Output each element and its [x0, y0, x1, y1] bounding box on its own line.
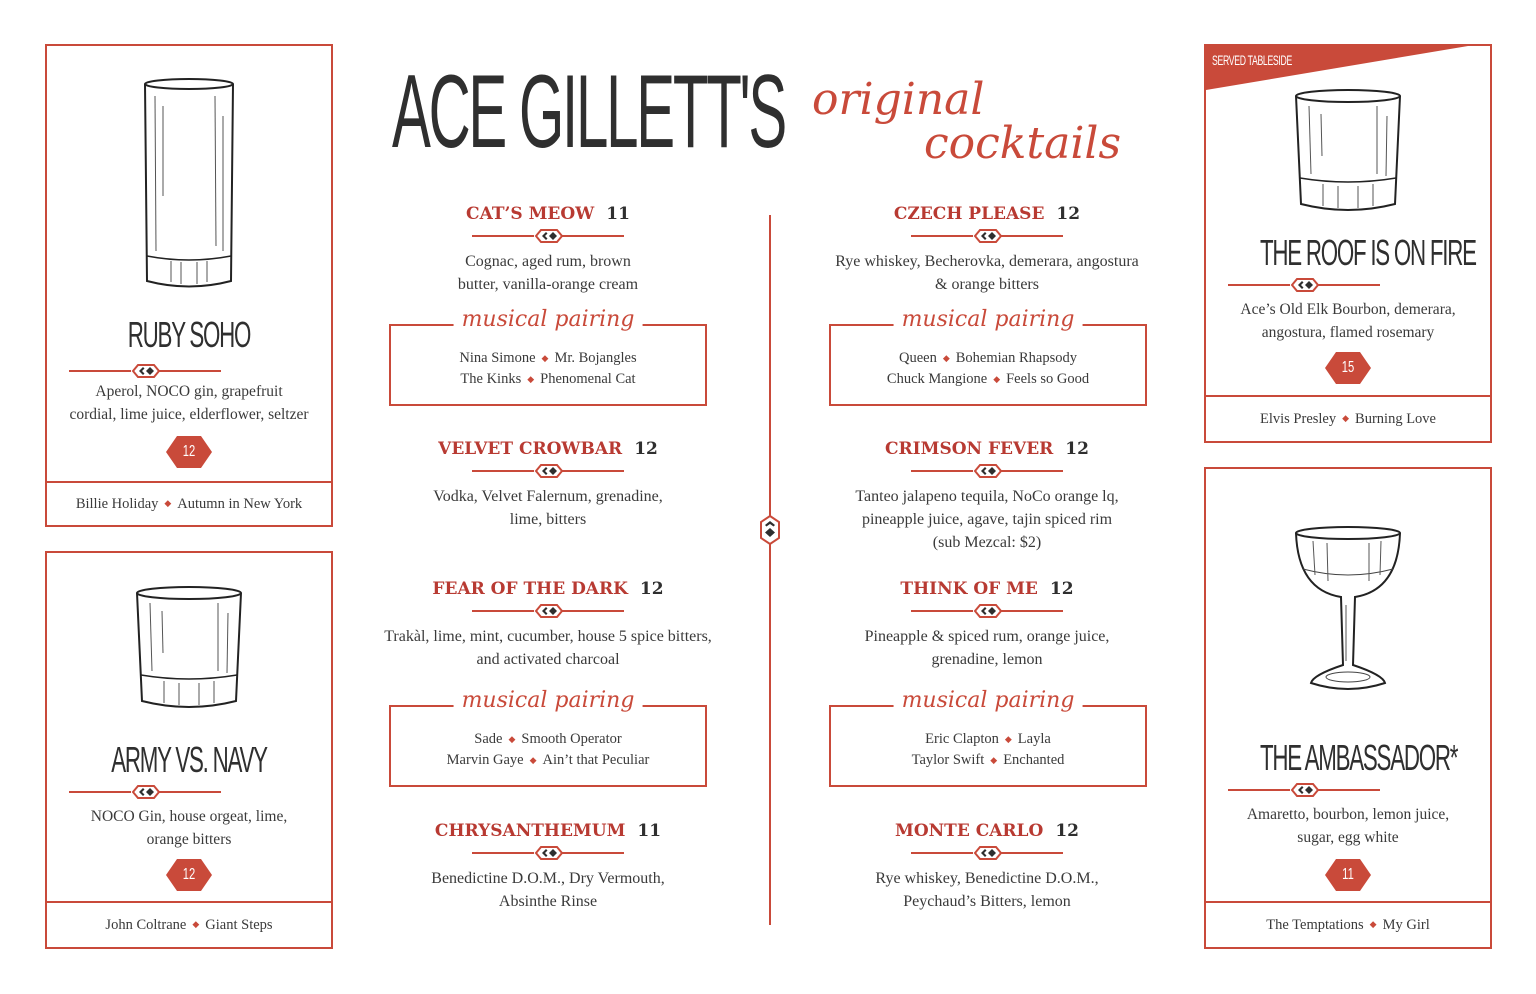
coupe-glass-icon — [1206, 525, 1490, 695]
separator-ornament-icon — [69, 364, 221, 378]
bullet-icon: ◆ — [942, 353, 950, 363]
separator-ornament-icon — [1228, 783, 1380, 797]
cocktail-ingredients: NOCO Gin, house orgeat, lime, orange bitters — [90, 808, 288, 848]
price-badge: 12 — [166, 436, 212, 468]
menu-subtitle-cocktails: cocktails — [924, 118, 1122, 169]
bullet-icon: ◆ — [529, 755, 537, 765]
separator-ornament-icon — [472, 464, 624, 478]
cocktail-name: THINK OF ME — [900, 579, 1038, 599]
separator-ornament-icon — [911, 464, 1063, 478]
bullet-icon: ◆ — [508, 734, 516, 744]
cocktail-price: 11 — [637, 821, 662, 841]
menu-item-fear-of-the-dark — [350, 579, 746, 671]
separator-ornament-icon — [69, 785, 221, 799]
cocktail-price: 12 — [1049, 579, 1074, 599]
menu-item-crimson-fever — [807, 439, 1167, 554]
cocktail-name: ARMY VS. NAVY — [111, 739, 267, 780]
cocktail-ingredients: Rye whiskey, Benedictine D.O.M., Peychaud’s Bitters, lemon — [875, 870, 1099, 910]
cocktail-price: 12 — [1055, 821, 1079, 841]
divider-ornament-icon — [760, 515, 780, 545]
cocktail-name: CZECH PLEASE — [893, 204, 1045, 224]
featured-card-the-ambassador — [1204, 467, 1492, 949]
price-badge: 12 — [166, 859, 212, 891]
cocktail-ingredients: Amaretto, bourbon, lemon juice, sugar, egg white — [1246, 806, 1450, 846]
banner-label: SERVED TABLESIDE — [1212, 52, 1292, 68]
separator-ornament-icon — [1228, 278, 1380, 292]
separator-ornament-icon — [911, 229, 1063, 243]
rocks-glass-icon — [1206, 86, 1490, 216]
musical-pairing-box: musical pairing Queen ◆ Bohemian Rhapsody Chuck Mangione ◆ Feels so Good — [829, 324, 1147, 406]
featured-card-army-vs-navy — [45, 551, 333, 949]
bullet-icon: ◆ — [164, 497, 172, 508]
separator-ornament-icon — [472, 229, 624, 243]
cocktail-name: RUBY SOHO — [127, 314, 251, 355]
cocktail-ingredients: Benedictine D.O.M., Dry Vermouth, Absinthe Rinse — [431, 870, 665, 910]
musical-pairing-label: musical pairing — [894, 690, 1083, 712]
bullet-icon: ◆ — [990, 755, 998, 765]
cocktail-ingredients: Ace’s Old Elk Bourbon, demerara, angostura, flamed rosemary — [1240, 301, 1456, 341]
musical-pairing-box: musical pairing Nina Simone ◆ Mr. Bojangles The Kinks ◆ Phenomenal Cat — [389, 324, 707, 406]
separator-ornament-icon — [911, 604, 1063, 618]
cocktail-price: 12 — [1065, 439, 1089, 459]
cocktail-ingredients: Rye whiskey, Becherovka, demerara, angostura & orange bitters — [835, 253, 1139, 293]
separator-ornament-icon — [911, 846, 1063, 860]
music-pairing: The Temptations ◆ My Girl — [1206, 901, 1490, 947]
bullet-icon: ◆ — [1369, 918, 1377, 929]
cocktail-ingredients: Tanteo jalapeno tequila, NoCo orange lq, pineapple juice, agave, tajin spiced rim (sub Mezcal: $2) — [855, 488, 1119, 551]
cocktail-ingredients: Vodka, Velvet Falernum, grenadine, lime, bitters — [433, 488, 663, 528]
menu-item-velvet-crowbar — [368, 439, 728, 531]
featured-card-ruby-soho — [45, 44, 333, 527]
bullet-icon: ◆ — [192, 918, 200, 929]
separator-ornament-icon — [472, 604, 624, 618]
cocktail-name: CRIMSON FEVER — [885, 439, 1054, 459]
price-badge: 15 — [1325, 352, 1371, 384]
musical-pairing-box: musical pairing Eric Clapton ◆ Layla Taylor Swift ◆ Enchanted — [829, 705, 1147, 787]
music-pairing: John Coltrane ◆ Giant Steps — [47, 901, 331, 947]
cocktail-name: VELVET CROWBAR — [438, 439, 623, 459]
music-pairing: Billie Holiday ◆ Autumn in New York — [47, 481, 331, 525]
music-pairing: Elvis Presley ◆ Burning Love — [1206, 395, 1490, 441]
cocktail-price: 12 — [1056, 204, 1081, 224]
bullet-icon: ◆ — [527, 374, 535, 384]
cocktail-ingredients: Aperol, NOCO gin, grapefruit cordial, lime juice, elderflower, seltzer — [69, 383, 309, 423]
musical-pairing-box: musical pairing Sade ◆ Smooth Operator Marvin Gaye ◆ Ain’t that Peculiar — [389, 705, 707, 787]
musical-pairing-label: musical pairing — [454, 309, 643, 331]
bullet-icon: ◆ — [1342, 412, 1350, 423]
featured-card-roof-is-on-fire — [1204, 44, 1492, 443]
bullet-icon: ◆ — [541, 353, 549, 363]
cocktail-ingredients: Cognac, aged rum, brown butter, vanilla-orange cream — [457, 253, 639, 293]
separator-ornament-icon — [472, 846, 624, 860]
musical-pairing-label: musical pairing — [894, 309, 1083, 331]
price-badge: 11 — [1325, 859, 1371, 891]
column-divider — [769, 215, 771, 925]
highball-glass-icon — [47, 76, 331, 296]
cocktail-price: 12 — [639, 579, 664, 599]
rocks-glass-icon — [47, 583, 331, 713]
cocktail-price: 12 — [634, 439, 658, 459]
menu-item-think-of-me — [807, 579, 1167, 671]
cocktail-name: FEAR OF THE DARK — [432, 579, 628, 599]
cocktail-name: MONTE CARLO — [895, 821, 1044, 841]
bullet-icon: ◆ — [1004, 734, 1012, 744]
cocktail-ingredients: Trakàl, lime, mint, cucumber, house 5 spice bitters, and activated charcoal — [384, 628, 712, 668]
menu-subtitle-original: original — [812, 74, 985, 125]
menu-item-czech-please — [797, 204, 1177, 296]
menu-item-monte-carlo — [807, 821, 1167, 913]
menu-title: ACE GILLETT'S — [392, 54, 786, 170]
cocktail-name: THE ROOF IS ON FIRE — [1259, 232, 1476, 273]
bullet-icon: ◆ — [993, 374, 1001, 384]
cocktail-ingredients: Pineapple & spiced rum, orange juice, grenadine, lemon — [864, 628, 1110, 668]
cocktail-name: CHRYSANTHEMUM — [434, 821, 626, 841]
cocktail-name: CAT’S MEOW — [466, 204, 595, 224]
cocktail-name: THE AMBASSADOR* — [1259, 737, 1458, 778]
menu-item-chrysanthemum — [368, 821, 728, 913]
musical-pairing-label: musical pairing — [454, 690, 643, 712]
menu-item-cats-meow — [388, 204, 708, 296]
cocktail-price: 11 — [606, 204, 630, 224]
